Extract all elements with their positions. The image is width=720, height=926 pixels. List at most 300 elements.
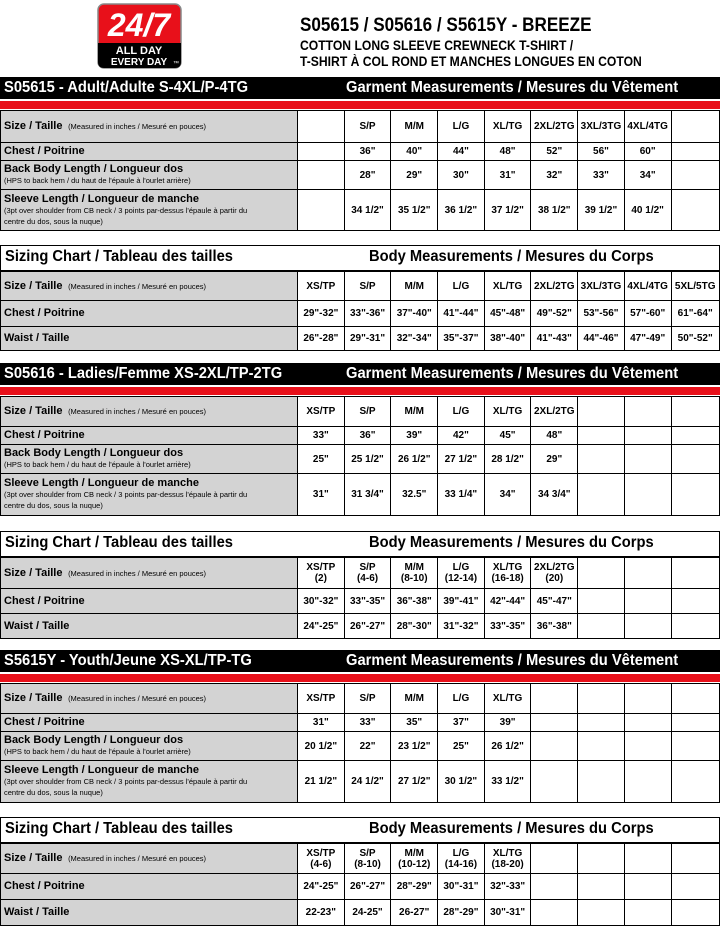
empty-cell: [531, 900, 578, 926]
empty-cell: [671, 732, 719, 761]
cell-subvalue: (14-16): [444, 858, 478, 870]
cell-subvalue: (18-20): [491, 858, 524, 870]
value-cell: [484, 558, 531, 589]
ladies-section-bar: [0, 363, 720, 385]
value-cell: [391, 143, 438, 161]
logo-text-all-day: ALL DAY: [115, 45, 163, 57]
cell-value: 33": [359, 717, 376, 728]
empty-cell: [578, 474, 625, 516]
cell-value: 2XL/2TG: [533, 406, 575, 417]
value-cell: [624, 190, 671, 231]
empty-cell: [671, 900, 719, 926]
cell-value: 40 1/2": [631, 204, 664, 216]
adult-body-size-row: [1, 272, 720, 301]
cell-value: 41"-43": [536, 333, 572, 344]
row-label: [1, 474, 298, 516]
cell-value: S/P: [359, 280, 376, 292]
cell-value: 39"-41": [443, 595, 479, 607]
value-cell: [484, 614, 531, 639]
cell-value: 47"-49": [630, 333, 666, 344]
youth-section-bar: [0, 650, 720, 672]
cell-value: XL/TG: [492, 121, 523, 132]
value-cell: [438, 272, 485, 301]
value-cell: [391, 589, 438, 614]
cell-value: 29"-31": [350, 333, 386, 344]
value-cell: [298, 714, 345, 732]
value-cell: [484, 589, 531, 614]
cell-value: L/G: [452, 121, 470, 132]
size-note: (Measured in inches / Mesuré en pouces): [68, 854, 207, 863]
value-cell: [298, 397, 345, 427]
ladies-garment-chest-row: [1, 427, 720, 445]
cell-value: 40": [406, 146, 423, 157]
cell-value: 24"-25": [303, 881, 339, 892]
cell-value: 30"-31": [490, 907, 526, 918]
youth-body-waist-row: [1, 900, 720, 926]
product-title: S05615 / S05616 / S5615Y - BREEZE: [300, 15, 592, 36]
cell-value: 34": [639, 169, 656, 181]
adult-sizing-chart-title: Sizing Chart / Tableau des tailles: [5, 248, 233, 265]
value-cell: [484, 900, 531, 926]
value-cell: [438, 190, 485, 231]
empty-cell: [624, 732, 671, 761]
cell-value: 2XL/2TG: [533, 121, 575, 132]
cell-value: 4XL/4TG: [627, 121, 668, 132]
ladies-garment-table: [0, 396, 720, 516]
value-cell: [484, 732, 531, 761]
empty-cell: [578, 558, 625, 589]
value-cell: [531, 397, 578, 427]
sleeve-length-label: Sleeve Length / Longueur de manche: [4, 192, 199, 205]
cell-value: 33 1/2": [491, 776, 524, 787]
cell-value: M/M: [404, 847, 424, 859]
empty-cell: [578, 427, 625, 445]
cell-value: 26"-27": [350, 620, 386, 632]
cell-value: L/G: [452, 562, 470, 573]
value-cell: [438, 900, 485, 926]
row-label: [1, 111, 298, 143]
empty-cell: [298, 111, 345, 143]
value-cell: [671, 272, 719, 301]
logo-text-every-day: EVERY DAY: [110, 57, 168, 68]
empty-cell: [624, 445, 671, 474]
row-label: [1, 732, 298, 761]
value-cell: [438, 714, 485, 732]
value-cell: [391, 327, 438, 351]
cell-value: 26-27": [399, 907, 430, 918]
value-cell: [484, 474, 531, 516]
cell-value: XS/TP: [306, 847, 336, 859]
cell-value: 36"-38": [536, 620, 572, 632]
cell-value: 25": [452, 740, 469, 752]
size-label: Size / Taille: [4, 279, 63, 292]
cell-value: 35": [406, 717, 423, 728]
adult-garment-back-length-row: [1, 161, 720, 190]
cell-value: 39": [406, 430, 423, 441]
value-cell: [671, 301, 719, 327]
adult-body-chest-row: [1, 301, 720, 327]
adult-body-waist-row: [1, 327, 720, 351]
size-label: Size / Taille: [4, 692, 63, 704]
cell-value: 26 1/2": [397, 453, 431, 465]
ladies-section-title: S05616 - Ladies/Femme XS-2XL/TP-2TG: [4, 365, 283, 382]
value-cell: [344, 614, 391, 639]
value-cell: [438, 397, 485, 427]
empty-cell: [671, 111, 719, 143]
cell-value: S/P: [359, 406, 376, 417]
cell-value: 38 1/2": [538, 204, 571, 216]
cell-value: 4XL/4TG: [627, 280, 668, 292]
value-cell: [531, 614, 578, 639]
chest-label: Chest / Poitrine: [4, 594, 85, 607]
value-cell: [438, 684, 485, 714]
value-cell: [391, 397, 438, 427]
value-cell: [344, 732, 391, 761]
cell-subvalue: (8-10): [354, 858, 381, 870]
value-cell: [531, 427, 578, 445]
value-cell: [298, 589, 345, 614]
row-label: [1, 589, 298, 614]
value-cell: [344, 714, 391, 732]
empty-cell: [531, 844, 578, 874]
cell-value: 48": [546, 430, 563, 441]
chest-label: Chest / Poitrine: [4, 307, 85, 319]
value-cell: [391, 900, 438, 926]
cell-value: 36"-38": [396, 595, 432, 607]
value-cell: [438, 589, 485, 614]
sleeve-length-note-2: centre du dos, sous la nuque): [4, 216, 103, 226]
cell-value: 36": [359, 430, 376, 441]
cell-value: 30"-31": [443, 881, 479, 892]
ladies-garment-heading: Garment Measurements / Mesures du Vêtement: [346, 365, 679, 382]
cell-value: S/P: [359, 562, 376, 573]
cell-value: 42": [452, 430, 469, 441]
value-cell: [484, 844, 531, 874]
cell-subvalue: (4-6): [310, 858, 332, 870]
cell-value: 37"-40": [396, 308, 432, 319]
cell-value: 31": [499, 169, 516, 181]
empty-cell: [578, 589, 625, 614]
cell-value: S/P: [359, 847, 376, 859]
back-length-label: Back Body Length / Longueur dos: [4, 447, 184, 459]
cell-value: 45"-48": [490, 308, 526, 319]
empty-cell: [578, 761, 625, 803]
cell-value: 39": [499, 717, 516, 728]
logo-tm: ™: [173, 61, 179, 67]
cell-value: M/M: [404, 280, 424, 292]
adult-garment-table: [0, 110, 720, 231]
youth-garment-size-row: [1, 684, 720, 714]
value-cell: [298, 844, 345, 874]
value-cell: [438, 874, 485, 900]
cell-value: 3XL/3TG: [580, 121, 622, 132]
value-cell: [298, 558, 345, 589]
value-cell: [344, 474, 391, 516]
back-length-note: (HPS to back hem / du haut de l'épaule à l'ourlet arrière): [4, 747, 191, 756]
value-cell: [298, 301, 345, 327]
youth-garment-chest-row: [1, 714, 720, 732]
cell-value: 50"-52": [677, 333, 713, 344]
cell-value: 60": [639, 146, 656, 157]
adult-body-heading: Body Measurements / Mesures du Corps: [369, 248, 654, 265]
ladies-body-waist-row: [1, 614, 720, 639]
value-cell: [578, 272, 625, 301]
cell-value: 44"-46": [583, 333, 619, 344]
value-cell: [438, 558, 485, 589]
value-cell: [298, 900, 345, 926]
cell-value: XL/TG: [492, 693, 523, 704]
cell-value: 31": [312, 717, 329, 728]
value-cell: [391, 714, 438, 732]
value-cell: [578, 111, 625, 143]
value-cell: [531, 445, 578, 474]
cell-value: 33 1/4": [444, 489, 478, 500]
value-cell: [531, 327, 578, 351]
row-label: [1, 900, 298, 926]
cell-value: 25": [312, 453, 329, 465]
value-cell: [344, 397, 391, 427]
cell-value: 34": [499, 489, 516, 500]
cell-value: 45": [499, 430, 516, 441]
cell-value: 30": [452, 169, 469, 181]
cell-subvalue: (12-14): [444, 573, 478, 584]
cell-value: 33": [593, 169, 609, 181]
waist-label: Waist / Taille: [4, 619, 70, 632]
value-cell: [344, 558, 391, 589]
value-cell: [391, 190, 438, 231]
cell-value: L/G: [452, 280, 470, 292]
value-cell: [624, 301, 671, 327]
value-cell: [438, 614, 485, 639]
value-cell: [391, 844, 438, 874]
cell-value: 49"-52": [536, 308, 572, 319]
cell-value: 28": [359, 169, 376, 181]
cell-value: 5XL/5TG: [674, 280, 716, 292]
empty-cell: [298, 161, 345, 190]
value-cell: [484, 143, 531, 161]
row-label: [1, 684, 298, 714]
ladies-red-rule: [0, 387, 720, 395]
value-cell: [578, 143, 625, 161]
value-cell: [671, 327, 719, 351]
cell-value: XL/TG: [492, 562, 523, 573]
value-cell: [391, 684, 438, 714]
logo-text-247: 24/7: [107, 7, 171, 43]
adult-garment-heading: Garment Measurements / Mesures du Vêtement: [346, 79, 679, 96]
value-cell: [298, 732, 345, 761]
cell-value: 42"-44": [490, 595, 526, 607]
cell-value: S/P: [359, 693, 376, 704]
cell-value: 2XL/2TG: [533, 562, 575, 573]
cell-value: 26 1/2": [491, 740, 524, 752]
adult-section-title: S05615 - Adult/Adulte S-4XL/P-4TG: [4, 79, 249, 96]
sleeve-length-label: Sleeve Length / Longueur de manche: [4, 764, 199, 776]
size-label: Size / Taille: [4, 566, 63, 579]
empty-cell: [531, 714, 578, 732]
cell-subvalue: (16-18): [491, 573, 524, 584]
cell-value: 24 1/2": [351, 776, 384, 787]
empty-cell: [578, 397, 625, 427]
cell-value: XS/TP: [306, 693, 336, 704]
row-label: [1, 874, 298, 900]
size-note: (Measured in inches / Mesuré en pouces): [68, 568, 207, 578]
empty-cell: [578, 684, 625, 714]
value-cell: [298, 684, 345, 714]
empty-cell: [671, 190, 719, 231]
cell-value: 48": [499, 146, 516, 157]
value-cell: [484, 190, 531, 231]
row-label: [1, 427, 298, 445]
adult-garment-sleeve-length-row: [1, 190, 720, 231]
empty-cell: [671, 874, 719, 900]
value-cell: [391, 301, 438, 327]
ladies-body-chest-row: [1, 589, 720, 614]
row-label: [1, 397, 298, 427]
cell-value: XS/TP: [306, 280, 336, 292]
empty-cell: [624, 614, 671, 639]
cell-value: L/G: [452, 406, 470, 417]
cell-value: 53"-56": [583, 308, 619, 319]
cell-subvalue: (10-12): [398, 858, 431, 870]
ladies-body-size-row: [1, 558, 720, 589]
value-cell: [438, 445, 485, 474]
cell-value: XS/TP: [306, 562, 336, 573]
row-label: [1, 558, 298, 589]
youth-garment-table: [0, 683, 720, 803]
empty-cell: [578, 874, 625, 900]
empty-cell: [671, 589, 719, 614]
row-label: [1, 714, 298, 732]
row-label: [1, 327, 298, 351]
cell-value: XL/TG: [492, 406, 523, 417]
value-cell: [531, 558, 578, 589]
row-label: [1, 143, 298, 161]
youth-section-title: S5615Y - Youth/Jeune XS-XL/TP-TG: [4, 652, 252, 669]
empty-cell: [671, 684, 719, 714]
cell-value: 33"-35": [350, 595, 386, 607]
empty-cell: [671, 714, 719, 732]
value-cell: [344, 844, 391, 874]
ladies-body-table: [0, 557, 720, 639]
empty-cell: [671, 427, 719, 445]
value-cell: [624, 272, 671, 301]
row-label: [1, 301, 298, 327]
ladies-sizing-chart-title: Sizing Chart / Tableau des tailles: [5, 534, 233, 551]
value-cell: [438, 161, 485, 190]
youth-red-rule: [0, 674, 720, 682]
cell-value: 28"-30": [396, 620, 432, 632]
value-cell: [298, 445, 345, 474]
cell-value: 38"-40": [490, 333, 526, 344]
cell-value: M/M: [404, 121, 424, 132]
cell-value: 36 1/2": [444, 204, 478, 216]
cell-value: 33"-36": [350, 308, 386, 319]
empty-cell: [671, 614, 719, 639]
cell-value: L/G: [452, 693, 470, 704]
cell-value: 32.5": [402, 489, 427, 500]
empty-cell: [624, 474, 671, 516]
cell-value: 57"-60": [630, 308, 666, 319]
cell-value: 56": [593, 146, 609, 157]
cell-value: M/M: [404, 693, 424, 704]
value-cell: [578, 161, 625, 190]
sleeve-length-note: (3pt over shoulder from CB neck / 3 points par-dessus l'épaule à partir du: [4, 777, 248, 786]
empty-cell: [624, 900, 671, 926]
row-label: [1, 761, 298, 803]
value-cell: [344, 900, 391, 926]
cell-value: 29": [406, 169, 423, 181]
cell-value: 29"-32": [303, 308, 339, 319]
cell-value: 26"-28": [303, 333, 339, 344]
youth-sizing-header: [0, 817, 720, 843]
cell-value: L/G: [452, 847, 470, 859]
adult-garment-size-row: [1, 111, 720, 143]
adult-sizing-header: [0, 245, 720, 271]
cell-value: 27 1/2": [397, 776, 431, 787]
sleeve-length-note-2: centre du dos, sous la nuque): [4, 501, 103, 510]
value-cell: [298, 761, 345, 803]
cell-value: 45"-47": [536, 595, 572, 607]
cell-value: M/M: [404, 406, 424, 417]
cell-value: XS/TP: [306, 406, 336, 417]
ladies-garment-size-row: [1, 397, 720, 427]
cell-value: 24-25": [352, 907, 383, 918]
row-label: [1, 844, 298, 874]
cell-value: XL/TG: [492, 280, 523, 292]
value-cell: [438, 111, 485, 143]
cell-value: 32"-33": [490, 881, 526, 892]
empty-cell: [578, 844, 625, 874]
cell-value: M/M: [404, 562, 424, 573]
empty-cell: [531, 684, 578, 714]
value-cell: [624, 327, 671, 351]
size-note: (Measured in inches / Mesuré en pouces): [68, 281, 207, 291]
brand-logo: [97, 3, 182, 69]
value-cell: [298, 272, 345, 301]
waist-label: Waist / Taille: [4, 906, 70, 918]
value-cell: [344, 589, 391, 614]
value-cell: [344, 445, 391, 474]
cell-value: 36": [359, 146, 376, 157]
sleeve-length-note: (3pt over shoulder from CB neck / 3 points par-dessus l'épaule à partir du: [4, 490, 248, 499]
row-label: [1, 161, 298, 190]
size-note: (Measured in inches / Mesuré en pouces): [68, 122, 207, 131]
value-cell: [438, 427, 485, 445]
value-cell: [484, 111, 531, 143]
value-cell: [391, 427, 438, 445]
cell-value: 35 1/2": [397, 204, 431, 216]
cell-value: 31 3/4": [351, 489, 384, 500]
value-cell: [391, 111, 438, 143]
cell-value: 3XL/3TG: [580, 280, 622, 292]
youth-body-table: [0, 843, 720, 926]
value-cell: [344, 327, 391, 351]
value-cell: [531, 111, 578, 143]
chest-label: Chest / Poitrine: [4, 880, 85, 892]
youth-body-chest-row: [1, 874, 720, 900]
empty-cell: [531, 874, 578, 900]
value-cell: [438, 143, 485, 161]
value-cell: [298, 427, 345, 445]
value-cell: [298, 327, 345, 351]
value-cell: [344, 874, 391, 900]
empty-cell: [671, 474, 719, 516]
chest-label: Chest / Poitrine: [4, 429, 85, 441]
youth-body-size-row: [1, 844, 720, 874]
value-cell: [578, 190, 625, 231]
cell-value: 44": [452, 146, 469, 157]
value-cell: [484, 714, 531, 732]
